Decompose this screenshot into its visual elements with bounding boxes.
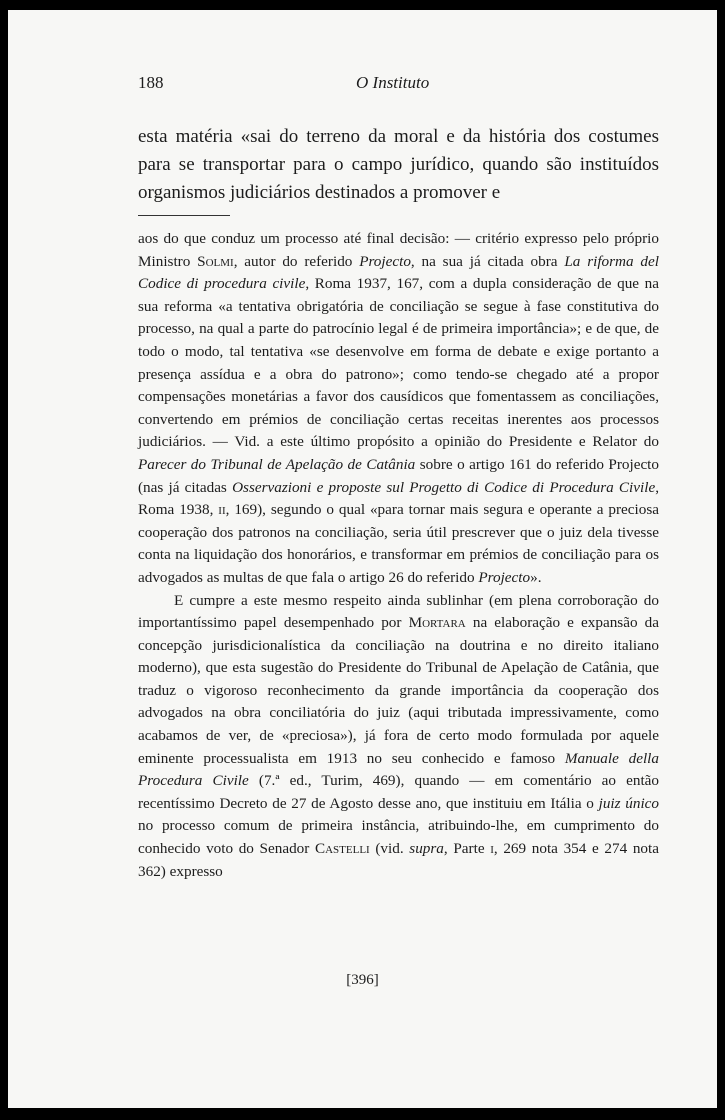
- part-numeral: i: [490, 840, 494, 858]
- page-footer: [8, 972, 717, 989]
- footnote-paragraph-1: aos do que conduz um processo até final decisão: — critério expresso pelo próprio Ministro Solmi, autor do referido Projecto, na sua já citada obra La riforma del Codice di procedura civile, Roma 1937, 167, com a dupla consideração de que na sua reforma «a tentativa obrigatória de conciliação se segue à fase constitutiva do processo, na qual a parte do patrocínio legal é de primeira importância»; e de que, de todo o modo, tal tentativa «se desenvolve em forma de debate e exige portanto a presença assídua e a obra do patrono»; como tendo-se chegado até a propor compensações monetárias a favor dos causídicos que fomentassem as conciliações, convertendo em prémios de conciliação certas receitas inerentes aos processos judiciários. — Vid. a este último propósito a opinião do Presidente e Relator do Parecer do Tribunal de Apelação de Catânia sobre o artigo 161 do referido Projecto (nas já citadas Osservazioni e proposte sul Progetto di Codice di Procedura Civile, Roma 1938, ii, 169), segundo o qual «para tornar mais segura e operante a preciosa cooperação dos patronos na conciliação, seria útil prescrever que o juiz dela tivesse conta na liquidação dos honorários, e transformar em prémios de conciliação para os advogados as multas de que fala o artigo 26 do referido Projecto».: [138, 230, 660, 586]
- book-page: [8, 10, 717, 1108]
- cited-title: Projecto: [478, 568, 531, 586]
- author-name: Mortara: [408, 614, 466, 632]
- volume-numeral: ii: [218, 501, 226, 519]
- running-title: O Instituto: [356, 73, 430, 92]
- cited-title: Osservazioni e proposte sul Progetto di Codice di Procedura Civile: [232, 478, 656, 496]
- author-name: Solmi: [197, 252, 234, 270]
- emphasis: supra: [409, 840, 444, 858]
- footnote-separator: [138, 215, 230, 216]
- cited-title: Projecto: [359, 252, 411, 270]
- page-number: 188: [138, 73, 164, 92]
- cited-title: La riforma del Codice di procedura civile: [138, 252, 659, 293]
- footnote-paragraph-2: E cumpre a este mesmo respeito ainda sublinhar (em plena corroboração do importantíssimo papel desempenhado por Mortara na elaboração e expansão da concepção jurisdicionalística da conciliação na doutrina e no direito italiano moderno), que esta sugestão do Presidente do Tribunal de Apelação de Catânia, que traduz o vigoroso reconhecimento da grande importância da cooperação dos advogados na obra conciliatória do juiz (aqui tributada impressivamente, como acabamos de ver, de «preciosa»), já fora de certo modo formulada por aquele eminente processualista em 1913 no seu conhecido e famoso Manuale della Procedura Civile (7.ª ed., Turim, 469), quando — em comentário ao então recentíssimo Decreto de 27 de Agosto desse ano, que instituiu em Itália o juiz único no processo comum de primeira instância, atribuindo-lhe, em cumprimento do conhecido voto do Senador Castelli (vid. supra, Parte i, 269 nota 354 e 274 nota 362) expresso: [138, 591, 660, 880]
- cited-title: Manuale della Procedura Civile: [138, 749, 659, 790]
- footnote-block: [138, 228, 659, 883]
- author-name: Castelli: [314, 840, 370, 858]
- original-page-marker: [396]: [346, 972, 379, 988]
- cited-title: Parecer do Tribunal de Apelação de Catânia: [138, 455, 416, 473]
- main-paragraph: esta matéria «sai do terreno da moral e da história dos costumes para se transportar para o campo jurídico, quando são instituídos organismos judiciários destinados a promover e: [138, 126, 659, 203]
- emphasis: juiz único: [598, 794, 660, 812]
- main-text: [138, 123, 659, 207]
